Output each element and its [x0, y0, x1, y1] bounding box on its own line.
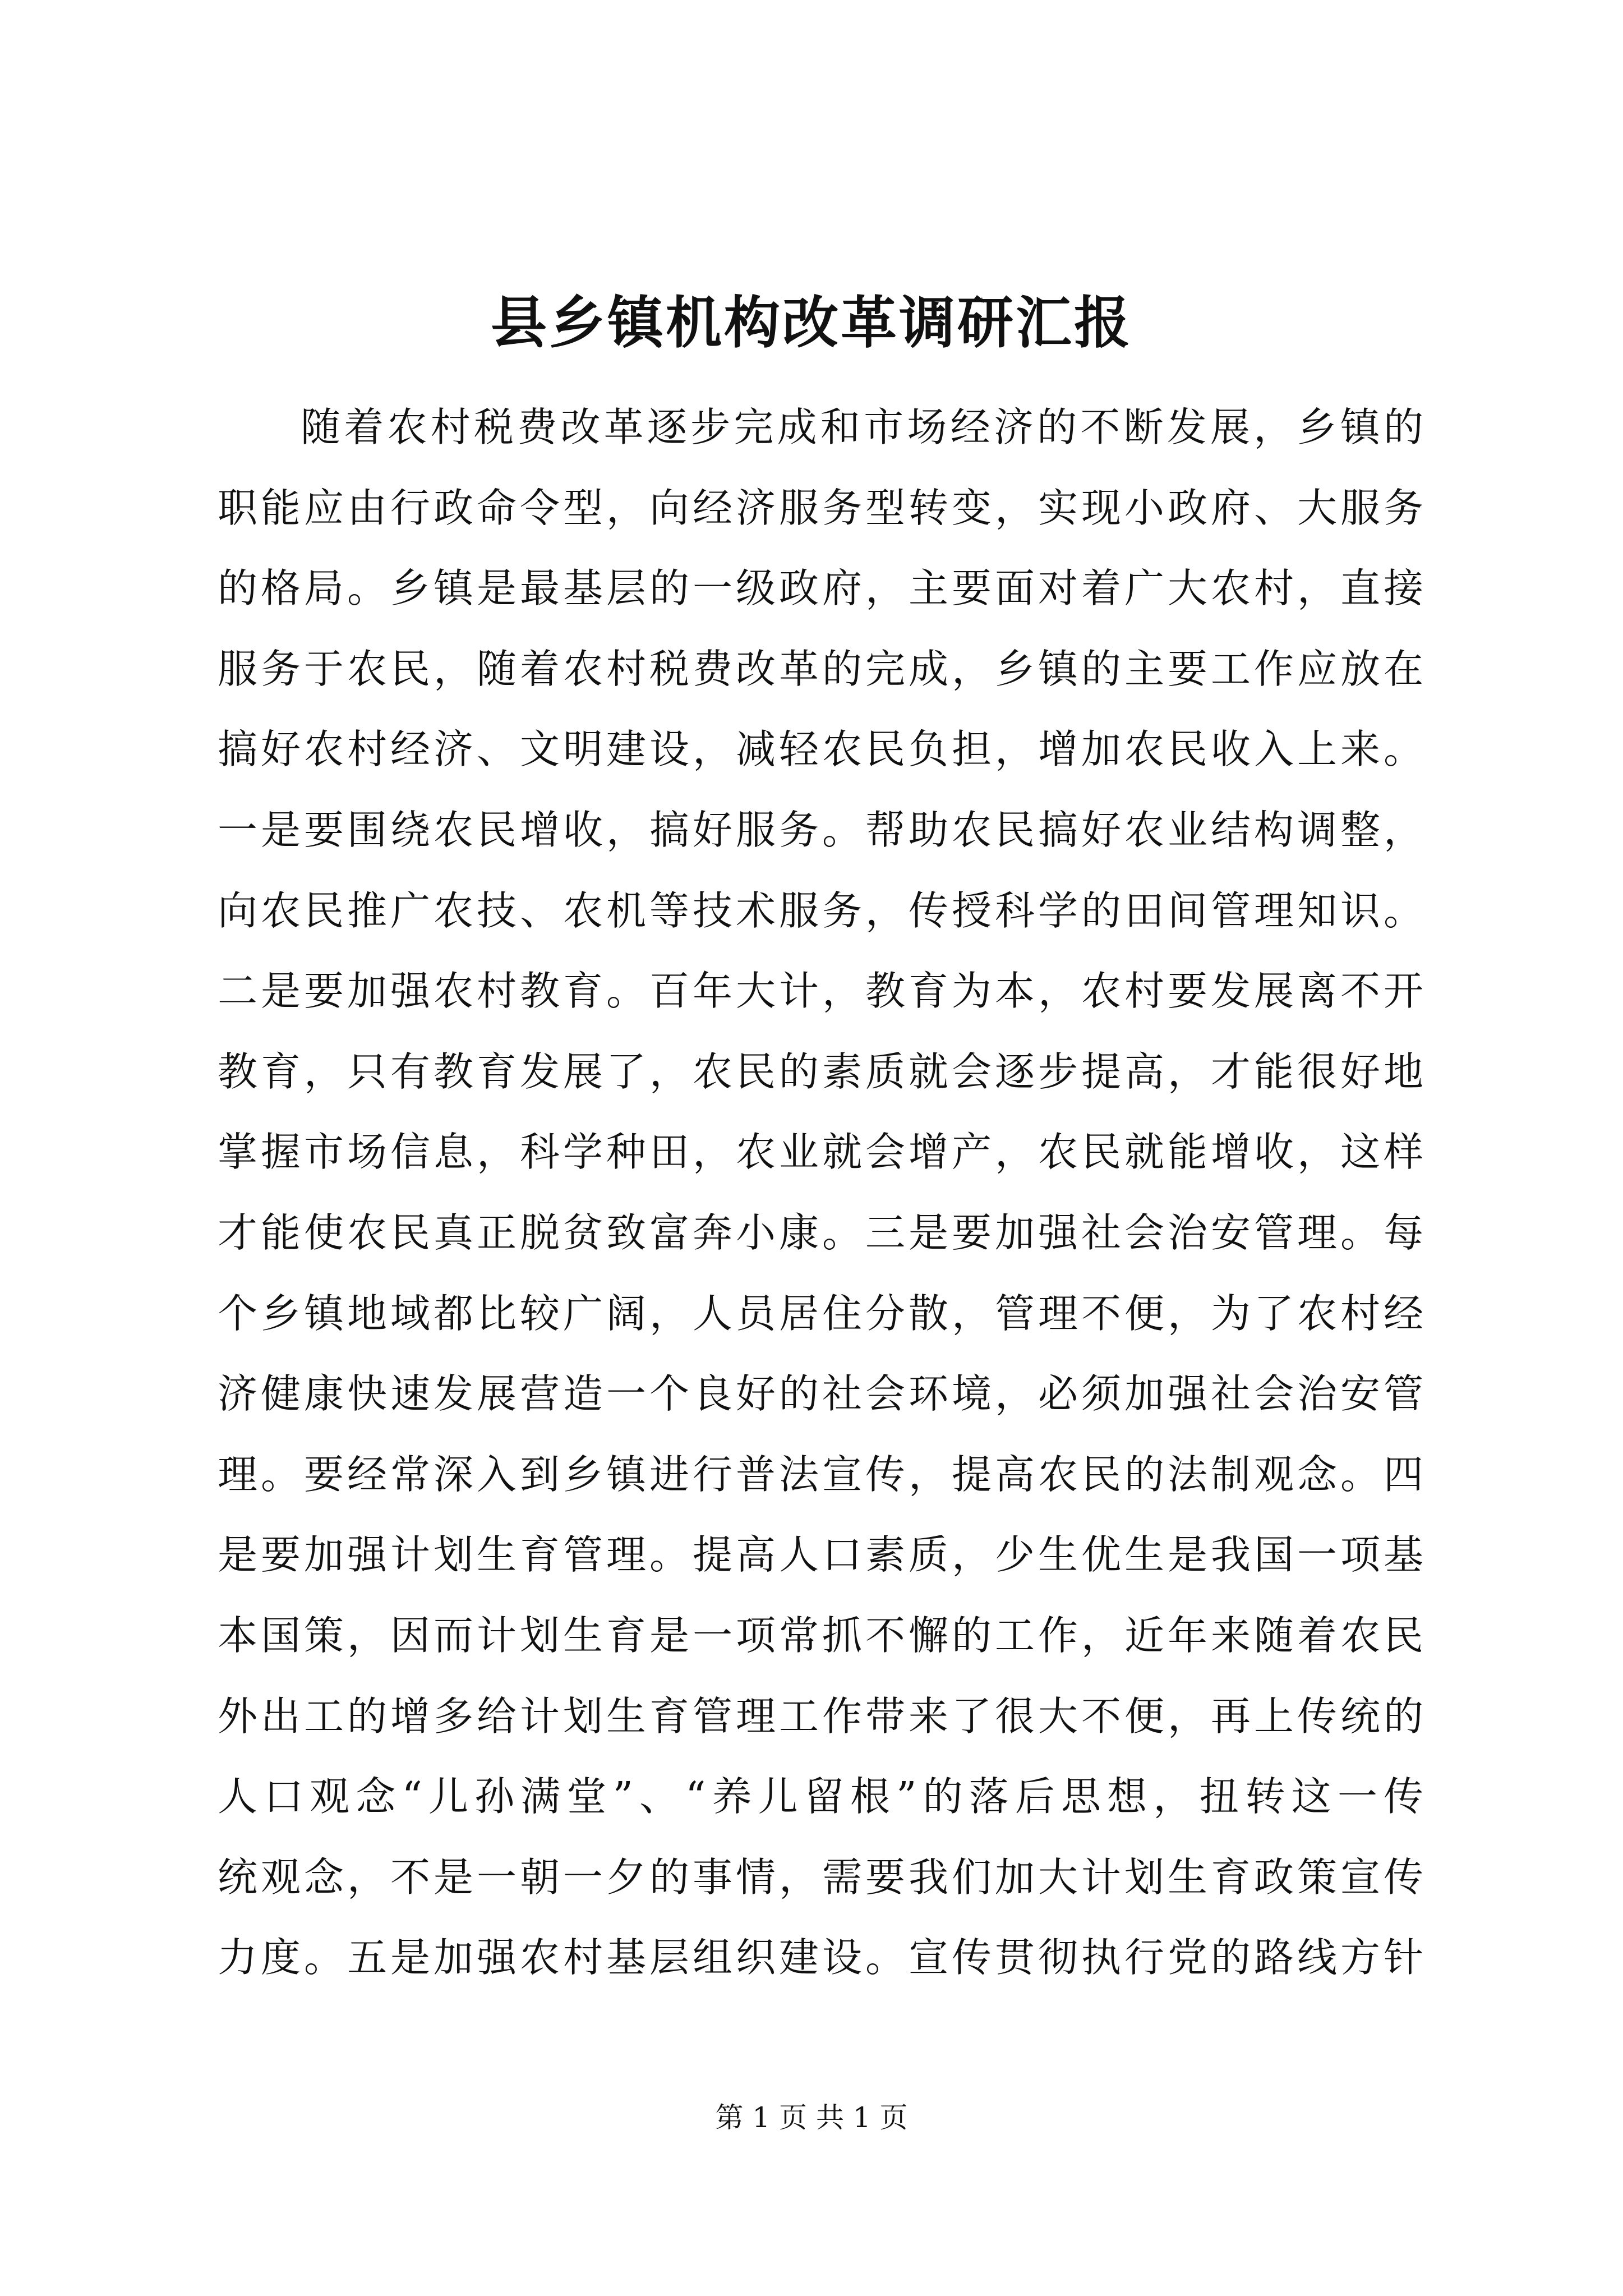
document-body: [218, 387, 1423, 1998]
body-line-3: 的格局。乡镇是最基层的一级政府，主要面对着广大农村，直接: [218, 565, 1423, 612]
body-line-20: 力度。五是加强农村基层组织建设。宣传贯彻执行党的路线方针: [218, 1934, 1423, 1981]
body-line-19: 统观念，不是一朝一夕的事情，需要我们加大计划生育政策宣传: [218, 1853, 1423, 1901]
page-title: 县乡镇机构改革调研汇报: [491, 289, 1132, 356]
body-line-17: 外出工的增多给计划生育管理工作带来了很大不便，再上传统的: [218, 1692, 1423, 1740]
body-line-16: 本国策，因而计划生育是一项常抓不懈的工作，近年来随着农民: [218, 1612, 1423, 1659]
body-line-18: 人口观念“儿孙满堂”、“养儿留根”的落后思想，扭转这一传: [218, 1773, 1423, 1820]
body-line-2: 职能应由行政命令型，向经济服务型转变，实现小政府、大服务: [218, 484, 1423, 531]
body-line-11: 才能使农民真正脱贫致富奔小康。三是要加强社会治安管理。每: [218, 1209, 1423, 1256]
body-line-12: 个乡镇地域都比较广阔，人员居住分散，管理不便，为了农村经: [218, 1290, 1423, 1337]
body-line-6: 一是要围绕农民增收，搞好服务。帮助农民搞好农业结构调整，: [218, 806, 1423, 853]
body-line-10: 掌握市场信息，科学种田，农业就会增产，农民就能增收，这样: [218, 1129, 1423, 1176]
body-line-1: 随着农村税费改革逐步完成和市场经济的不断发展，乡镇的: [301, 404, 1423, 450]
body-line-15: 是要加强计划生育管理。提高人口素质，少生优生是我国一项基: [218, 1531, 1423, 1579]
body-line-14: 理。要经常深入到乡镇进行普法宣传，提高农民的法制观念。四: [218, 1451, 1423, 1498]
body-line-13: 济健康快速发展营造一个良好的社会环境，必须加强社会治安管: [218, 1370, 1423, 1418]
body-line-8: 二是要加强农村教育。百年大计，教育为本，农村要发展离不开: [218, 968, 1423, 1015]
body-line-7: 向农民推广农技、农机等技术服务，传授科学的田间管理知识。: [218, 887, 1423, 934]
body-line-4: 服务于农民，随着农村税费改革的完成，乡镇的主要工作应放在: [218, 645, 1423, 692]
body-line-5: 搞好农村经济、文明建设，减轻农民负担，增加农民收入上来。: [218, 726, 1423, 773]
body-line-9: 教育，只有教育发展了，农民的素质就会逐步提高，才能很好地: [218, 1048, 1423, 1095]
page-number-footer: 第 1 页 共 1 页: [715, 2101, 908, 2134]
